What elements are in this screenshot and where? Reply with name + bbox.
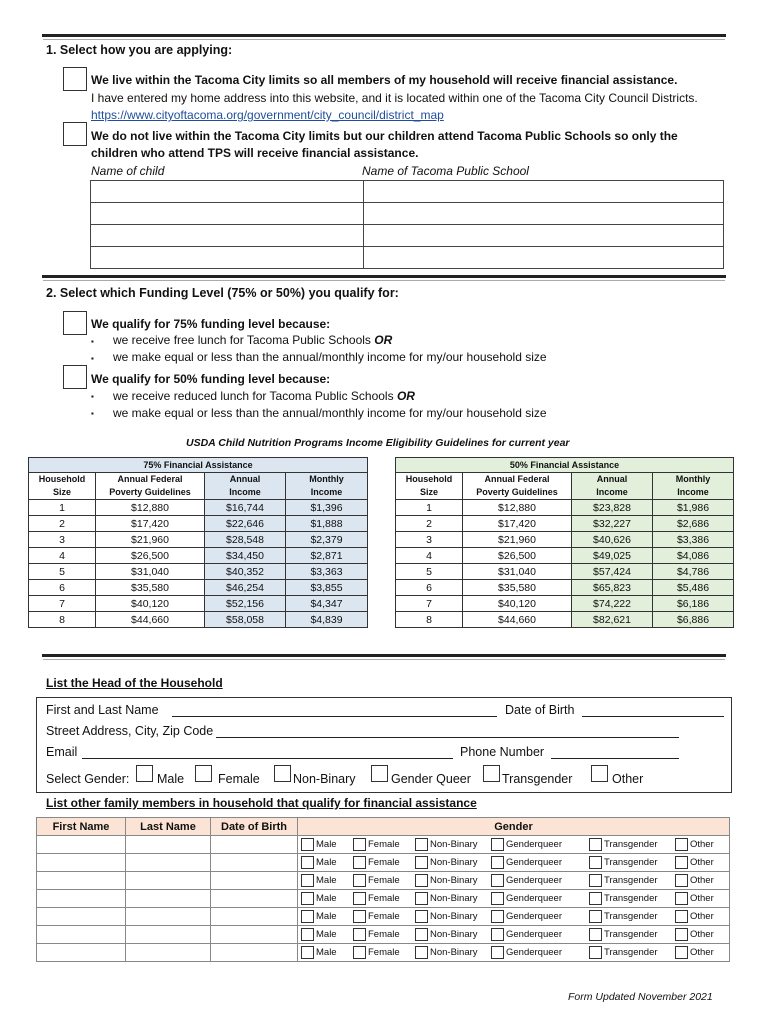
table-row: 2 $17,420 $22,646 $1,888: [29, 516, 368, 532]
table-row: [37, 926, 730, 944]
gender-checkbox[interactable]: [491, 874, 504, 887]
gender-checkbox[interactable]: [589, 892, 602, 905]
gender-option-label: Genderqueer: [506, 839, 562, 851]
last-name-cell[interactable]: [126, 926, 211, 944]
family-members-title: List other family members in household that qualify for financial assistance: [46, 796, 477, 810]
gender-option-label: Non-Binary: [293, 772, 356, 786]
child-name-cell[interactable]: [91, 225, 364, 247]
gender-option-label: Male: [316, 893, 337, 905]
gender-option-label: Male: [316, 857, 337, 869]
gender-option: [415, 838, 491, 851]
head-of-household-title: List the Head of the Household: [46, 676, 223, 690]
table-row: 4 $26,500 $34,450 $2,871: [29, 548, 368, 564]
gender-checkbox[interactable]: [589, 838, 602, 851]
funding-75-reason-2: we make equal or less than the annual/monthly income for my/our household size: [113, 350, 547, 364]
table-row: 6 $35,580 $65,823 $5,486: [396, 580, 734, 596]
gender-female-checkbox[interactable]: [195, 765, 212, 782]
dob-cell[interactable]: [211, 908, 298, 926]
gender-options-cell: [298, 836, 730, 854]
table-row: 3 $21,960 $28,548 $2,379: [29, 532, 368, 548]
gender-option-label: Female: [368, 875, 400, 887]
gender-option: [675, 874, 715, 887]
gender-option-label: Transgender: [604, 947, 658, 959]
school-name-header: Name of Tacoma Public School: [362, 164, 529, 178]
gender-option-label: Other: [690, 875, 714, 887]
gender-checkbox[interactable]: [491, 892, 504, 905]
column-header: Last Name: [126, 818, 211, 836]
gender-option: [589, 856, 675, 869]
gender-option-label: Other: [690, 893, 714, 905]
gender-checkbox[interactable]: [589, 910, 602, 923]
name-label: First and Last Name: [46, 703, 159, 717]
gender-checkbox[interactable]: [353, 892, 366, 905]
dob-cell[interactable]: [211, 944, 298, 962]
gender-option-label: Non-Binary: [430, 911, 478, 923]
gender-checkbox[interactable]: [589, 856, 602, 869]
funding-50-reason-2: we make equal or less than the annual/monthly income for my/our household size: [113, 406, 547, 420]
gender-checkbox[interactable]: [301, 910, 314, 923]
child-school-table: [90, 180, 724, 269]
address-field[interactable]: [216, 737, 679, 738]
last-name-cell[interactable]: [126, 944, 211, 962]
gender-checkbox[interactable]: [675, 856, 688, 869]
gender-option-label: Non-Binary: [430, 875, 478, 887]
gender-option: [353, 928, 415, 941]
table-row: [37, 872, 730, 890]
gender-option-label: Other: [690, 929, 714, 941]
gender-option-label: Non-Binary: [430, 947, 478, 959]
gender-option: [491, 928, 589, 941]
gender-other-checkbox[interactable]: [591, 765, 608, 782]
table-row: [91, 247, 724, 269]
gender-option-label: Non-Binary: [430, 839, 478, 851]
column-header: Annual Federal Poverty Guidelines: [463, 473, 572, 500]
column-header: Gender: [298, 818, 730, 836]
gender-option-label: Genderqueer: [506, 947, 562, 959]
gender-checkbox[interactable]: [589, 946, 602, 959]
gender-checkbox[interactable]: [675, 892, 688, 905]
gender-option-label: Female: [368, 857, 400, 869]
gender-option-label: Other: [612, 772, 644, 786]
dob-cell[interactable]: [211, 854, 298, 872]
gender-option-label: Female: [368, 893, 400, 905]
gender-options-cell: [298, 854, 730, 872]
email-label: Email: [46, 745, 78, 759]
gender-option: [301, 928, 353, 941]
bullet-icon: ▪: [91, 337, 94, 346]
gender-option: [491, 910, 589, 923]
child-name-cell[interactable]: [91, 181, 364, 203]
bullet-icon: ▪: [91, 409, 94, 418]
gender-option: [589, 892, 675, 905]
school-name-cell[interactable]: [364, 203, 724, 225]
section-divider: [42, 34, 726, 37]
gender-checkbox[interactable]: [589, 874, 602, 887]
gender-label: Select Gender:: [46, 772, 130, 786]
dob-cell[interactable]: [211, 872, 298, 890]
gender-option-label: Genderqueer: [506, 875, 562, 887]
gender-option: [353, 892, 415, 905]
gender-option: [675, 856, 715, 869]
gender-checkbox[interactable]: [491, 838, 504, 851]
gender-option-label: Non-Binary: [430, 929, 478, 941]
funding-75-checkbox[interactable]: [63, 311, 87, 335]
gender-option: [491, 838, 589, 851]
column-header: Annual Income: [205, 473, 286, 500]
gender-checkbox[interactable]: [415, 910, 428, 923]
gender-option-label: Other: [690, 911, 714, 923]
gender-option: [301, 838, 353, 851]
column-header: Monthly Income: [653, 473, 734, 500]
gender-option-label: Gender Queer: [391, 772, 471, 786]
gender-option-label: Male: [157, 772, 185, 786]
gender-option: [589, 928, 675, 941]
bullet-icon: ▪: [91, 354, 94, 363]
table-title: 75% Financial Assistance: [29, 458, 368, 473]
gender-option-label: Genderqueer: [506, 893, 562, 905]
school-name-cell[interactable]: [364, 247, 724, 269]
gender-option-label: Transgender: [604, 929, 658, 941]
table-row: [91, 181, 724, 203]
gender-option: [675, 838, 715, 851]
gender-checkbox[interactable]: [301, 838, 314, 851]
gender-checkbox[interactable]: [491, 856, 504, 869]
section-divider: [42, 654, 726, 657]
option-within-city-note: I have entered my home address into this website, and it is located within one of the Tacoma City Council Districts.: [91, 91, 698, 105]
gender-option: [589, 838, 675, 851]
gender-option-label: Transgender: [604, 839, 658, 851]
gender-transgender-checkbox[interactable]: [483, 765, 500, 782]
gender-options-cell: [298, 944, 730, 962]
table-row: 7 $40,120 $52,156 $4,347: [29, 596, 368, 612]
first-name-cell[interactable]: [37, 944, 126, 962]
gender-option-label: Male: [316, 929, 337, 941]
gender-checkbox[interactable]: [415, 928, 428, 941]
option-tps-label-1: We do not live within the Tacoma City limits but our children attend Tacoma Public Schools so only the: [91, 129, 678, 143]
gender-option: [353, 910, 415, 923]
last-name-cell[interactable]: [126, 872, 211, 890]
column-header: Annual Federal Poverty Guidelines: [96, 473, 205, 500]
gender-option-label: Female: [368, 929, 400, 941]
option-tps-label-2: children who attend TPS will receive financial assistance.: [91, 146, 419, 160]
gender-checkbox[interactable]: [491, 910, 504, 923]
gender-option: [589, 874, 675, 887]
address-label: Street Address, City, Zip Code: [46, 724, 214, 738]
gender-option: [491, 946, 589, 959]
gender-checkbox[interactable]: [415, 892, 428, 905]
table-row: 8 $44,660 $58,058 $4,839: [29, 612, 368, 628]
gender-checkbox[interactable]: [301, 946, 314, 959]
column-header: Household Size: [396, 473, 463, 500]
gender-option-label: Female: [218, 772, 260, 786]
column-header: Date of Birth: [211, 818, 298, 836]
last-name-cell[interactable]: [126, 890, 211, 908]
gender-options-cell: [298, 872, 730, 890]
funding-75-reason-1: we receive free lunch for Tacoma Public Schools OR: [113, 333, 393, 347]
name-field[interactable]: [172, 716, 497, 717]
first-name-cell[interactable]: [37, 854, 126, 872]
table-row: [37, 890, 730, 908]
funding-50-reason-1: we receive reduced lunch for Tacoma Public Schools OR: [113, 389, 415, 403]
table-row: 1 $12,880 $16,744 $1,396: [29, 500, 368, 516]
gender-option-label: Female: [368, 839, 400, 851]
table-row: [91, 225, 724, 247]
table-row: 6 $35,580 $46,254 $3,855: [29, 580, 368, 596]
bullet-icon: ▪: [91, 392, 94, 401]
gender-checkbox[interactable]: [353, 874, 366, 887]
gender-male-checkbox[interactable]: [136, 765, 153, 782]
gender-option: [415, 910, 491, 923]
gender-option-label: Female: [368, 911, 400, 923]
gender-option-label: Other: [690, 947, 714, 959]
gender-option: [353, 874, 415, 887]
gender-checkbox[interactable]: [675, 910, 688, 923]
gender-checkbox[interactable]: [415, 856, 428, 869]
gender-options-cell: [298, 926, 730, 944]
child-name-cell[interactable]: [91, 247, 364, 269]
table-title: 50% Financial Assistance: [396, 458, 734, 473]
table-row: 3 $21,960 $40,626 $3,386: [396, 532, 734, 548]
gender-option-label: Other: [690, 857, 714, 869]
option-within-city-checkbox[interactable]: [63, 67, 87, 91]
column-header: Annual Income: [572, 473, 653, 500]
table-row: 7 $40,120 $74,222 $6,186: [396, 596, 734, 612]
gender-checkbox[interactable]: [301, 856, 314, 869]
column-header: First Name: [37, 818, 126, 836]
phone-label: Phone Number: [460, 745, 545, 759]
gender-option-label: Male: [316, 875, 337, 887]
table-row: [91, 203, 724, 225]
child-name-header: Name of child: [91, 164, 165, 178]
gender-option: [353, 838, 415, 851]
gender-checkbox[interactable]: [415, 874, 428, 887]
gender-options-cell: [298, 890, 730, 908]
gender-option: [589, 946, 675, 959]
gender-checkbox[interactable]: [589, 928, 602, 941]
gender-option: [491, 874, 589, 887]
table-row: 8 $44,660 $82,621 $6,886: [396, 612, 734, 628]
gender-option: [415, 874, 491, 887]
gender-option: [301, 892, 353, 905]
income-table-50: [395, 457, 734, 628]
gender-option-label: Female: [368, 947, 400, 959]
gender-option-label: Genderqueer: [506, 929, 562, 941]
funding-75-label: We qualify for 75% funding level because:: [91, 317, 331, 331]
first-name-cell[interactable]: [37, 908, 126, 926]
gender-option: [675, 910, 715, 923]
table-row: 1 $12,880 $23,828 $1,986: [396, 500, 734, 516]
gender-option-label: Transgender: [604, 911, 658, 923]
school-name-cell[interactable]: [364, 225, 724, 247]
table-row: 5 $31,040 $40,352 $3,363: [29, 564, 368, 580]
gender-option-label: Male: [316, 911, 337, 923]
gender-option: [675, 946, 715, 959]
gender-option-label: Non-Binary: [430, 893, 478, 905]
email-field[interactable]: [82, 758, 453, 759]
table-row: [37, 908, 730, 926]
gender-option-label: Transgender: [604, 875, 658, 887]
section-divider: [42, 275, 726, 278]
gender-option-label: Male: [316, 947, 337, 959]
dob-field[interactable]: [582, 716, 724, 717]
first-name-cell[interactable]: [37, 926, 126, 944]
gender-option: [415, 928, 491, 941]
first-name-cell[interactable]: [37, 890, 126, 908]
table-row: [37, 944, 730, 962]
gender-option: [415, 856, 491, 869]
gender-option-label: Genderqueer: [506, 911, 562, 923]
gender-option: [491, 892, 589, 905]
column-header: Household Size: [29, 473, 96, 500]
dob-label: Date of Birth: [505, 703, 575, 717]
gender-option-label: Transgender: [604, 893, 658, 905]
gender-checkbox[interactable]: [675, 946, 688, 959]
gender-queer-checkbox[interactable]: [371, 765, 388, 782]
gender-checkbox[interactable]: [301, 892, 314, 905]
family-members-table: [36, 817, 730, 962]
gender-option: [675, 892, 715, 905]
phone-field[interactable]: [551, 758, 679, 759]
table-row: 2 $17,420 $32,227 $2,686: [396, 516, 734, 532]
gender-option: [415, 892, 491, 905]
gender-checkbox[interactable]: [491, 946, 504, 959]
gender-option-label: Male: [316, 839, 337, 851]
gender-checkbox[interactable]: [353, 928, 366, 941]
section1-heading: 1. Select how you are applying:: [46, 43, 233, 57]
gender-option-label: Transgender: [502, 772, 573, 786]
gender-option: [301, 910, 353, 923]
dob-cell[interactable]: [211, 890, 298, 908]
gender-option: [353, 946, 415, 959]
gender-checkbox[interactable]: [301, 874, 314, 887]
child-name-cell[interactable]: [91, 203, 364, 225]
gender-option-label: Genderqueer: [506, 857, 562, 869]
gender-checkbox[interactable]: [675, 838, 688, 851]
gender-option-label: Transgender: [604, 857, 658, 869]
gender-nonbinary-checkbox[interactable]: [274, 765, 291, 782]
table-row: [37, 836, 730, 854]
dob-cell[interactable]: [211, 836, 298, 854]
form-updated-footer: Form Updated November 2021: [568, 991, 713, 1003]
gender-checkbox[interactable]: [353, 946, 366, 959]
gender-checkbox[interactable]: [353, 910, 366, 923]
dob-cell[interactable]: [211, 926, 298, 944]
option-within-city-label: We live within the Tacoma City limits so all members of my household will receive financial assistance.: [91, 73, 678, 87]
funding-50-checkbox[interactable]: [63, 365, 87, 389]
column-header: Monthly Income: [286, 473, 368, 500]
gender-option: [415, 946, 491, 959]
gender-checkbox[interactable]: [415, 838, 428, 851]
gender-option: [301, 874, 353, 887]
gender-checkbox[interactable]: [675, 928, 688, 941]
table-row: 5 $31,040 $57,424 $4,786: [396, 564, 734, 580]
section2-heading: 2. Select which Funding Level (75% or 50%) you qualify for:: [46, 286, 399, 300]
income-table-75: [28, 457, 368, 628]
gender-checkbox[interactable]: [353, 856, 366, 869]
income-table-title: USDA Child Nutrition Programs Income Eligibility Guidelines for current year: [186, 437, 570, 449]
table-row: [37, 854, 730, 872]
gender-checkbox[interactable]: [353, 838, 366, 851]
table-row: 4 $26,500 $49,025 $4,086: [396, 548, 734, 564]
gender-option: [589, 910, 675, 923]
gender-option: [353, 856, 415, 869]
gender-option: [491, 856, 589, 869]
gender-option-label: Other: [690, 839, 714, 851]
gender-options-cell: [298, 908, 730, 926]
gender-option-label: Non-Binary: [430, 857, 478, 869]
last-name-cell[interactable]: [126, 836, 211, 854]
last-name-cell[interactable]: [126, 854, 211, 872]
gender-checkbox[interactable]: [675, 874, 688, 887]
gender-checkbox[interactable]: [301, 928, 314, 941]
gender-checkbox[interactable]: [491, 928, 504, 941]
district-map-link[interactable]: https://www.cityoftacoma.org/government/city_council/district_map: [91, 108, 444, 122]
gender-option: [675, 928, 715, 941]
gender-option: [301, 856, 353, 869]
funding-50-label: We qualify for 50% funding level because:: [91, 372, 331, 386]
first-name-cell[interactable]: [37, 836, 126, 854]
gender-checkbox[interactable]: [415, 946, 428, 959]
last-name-cell[interactable]: [126, 908, 211, 926]
school-name-cell[interactable]: [364, 181, 724, 203]
first-name-cell[interactable]: [37, 872, 126, 890]
gender-option: [301, 946, 353, 959]
option-tps-checkbox[interactable]: [63, 122, 87, 146]
